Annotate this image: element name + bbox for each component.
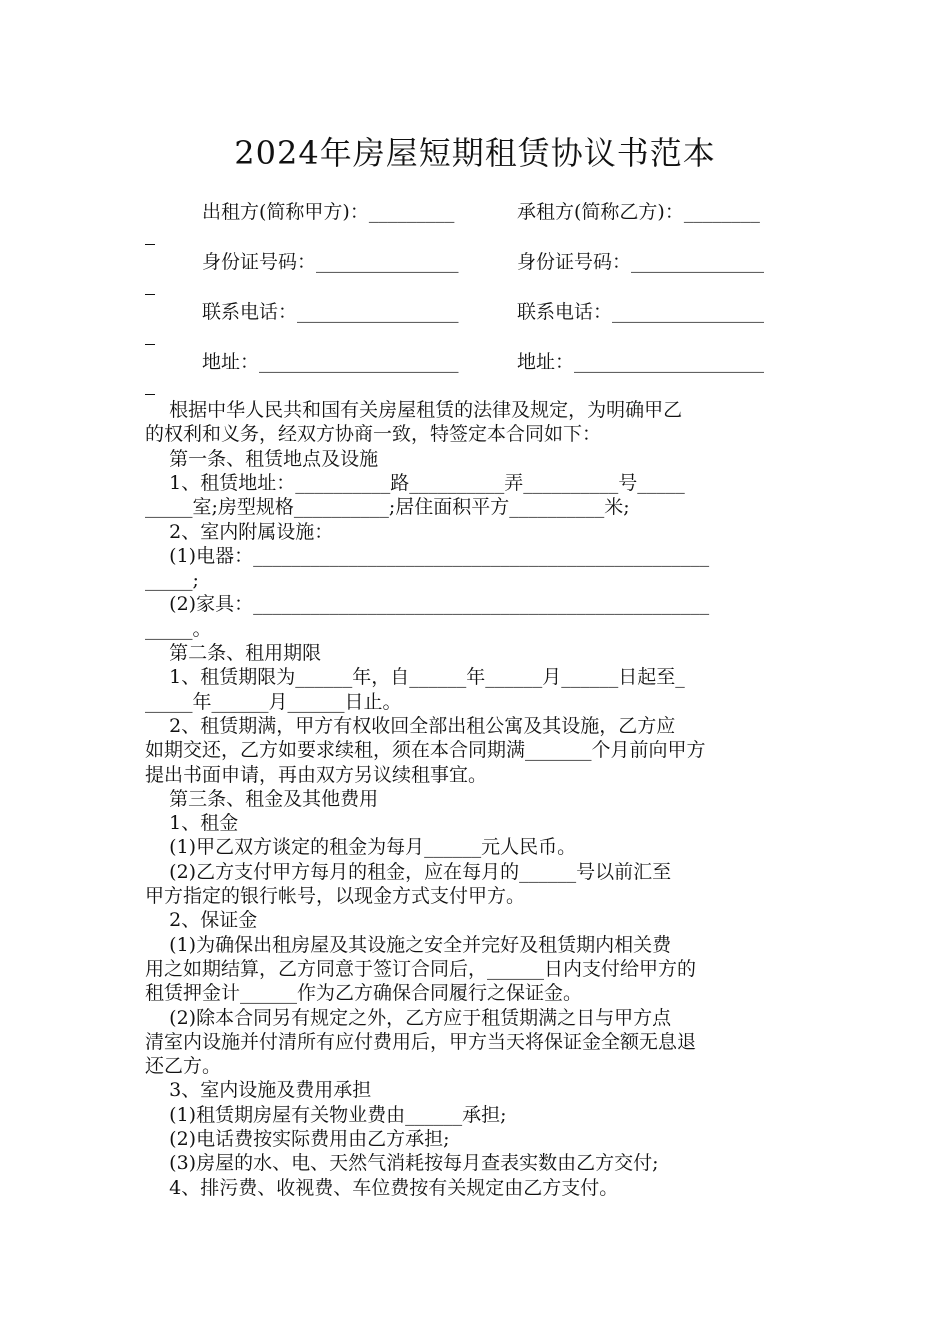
body-line: 清室内设施并付清所有应付费用后，甲方当天将保证金全额无息退 xyxy=(145,1030,697,1053)
body-line: _____; xyxy=(145,569,199,592)
body-line: 还乙方。 xyxy=(145,1055,222,1078)
lessor-field: 出租方(简称甲方)：_________ xyxy=(202,201,455,223)
lessee-phone-field: 联系电话：________________ xyxy=(517,301,765,323)
wrap-underscore xyxy=(145,294,155,295)
body-line: (1)甲乙双方谈定的租金为每月______元人民币。 xyxy=(145,836,577,859)
body-line: (1)电器：________________________________________________ xyxy=(145,544,710,567)
body-line: 2、室内附属设施： xyxy=(145,520,334,543)
body-line: 第一条、租赁地点及设施 xyxy=(145,447,379,470)
body-line: (1)租赁期房屋有关物业费由______承担; xyxy=(145,1103,507,1126)
body-line: (2)乙方支付甲方每月的租金，应在每月的______号以前汇至 xyxy=(145,860,672,883)
body-line: 的权利和义务，经双方协商一致，特签定本合同如下： xyxy=(145,423,602,446)
body-line: 租赁押金计______作为乙方确保合同履行之保证金。 xyxy=(145,982,583,1005)
body-line: 第三条、租金及其他费用 xyxy=(145,787,379,810)
body-line: _____室;房型规格__________;居住面积平方__________米; xyxy=(145,496,630,519)
body-line: (2)家具：________________________________________________ xyxy=(145,593,710,616)
lessee-address-field: 地址：____________________ xyxy=(517,351,765,373)
body-line: 1、租赁地址：__________路__________弄__________号_____ xyxy=(145,471,685,494)
lessor-id-field: 身份证号码：_______________ xyxy=(202,251,459,273)
body-line: 甲方指定的银行帐号，以现金方式支付甲方。 xyxy=(145,885,526,907)
body-line: 2、租赁期满，甲方有权收回全部出租公寓及其设施，乙方应 xyxy=(145,714,676,737)
body-line: 用之如期结算，乙方同意于签订合同后，______日内支付给甲方的 xyxy=(145,957,697,980)
document-title: 2024年房屋短期租赁协议书范本 xyxy=(234,134,716,172)
lessor-address-field: 地址：_____________________ xyxy=(202,351,459,373)
body-line: 第二条、租用期限 xyxy=(145,642,322,664)
body-line: _____年______月______日止。 xyxy=(145,690,402,713)
wrap-underscore xyxy=(145,394,155,395)
body-line: 如期交还，乙方如要求续租，须在本合同期满_______个月前向甲方 xyxy=(145,739,706,762)
lessee-id-field: 身份证号码：______________ xyxy=(517,251,765,273)
body-line: (1)为确保出租房屋及其设施之安全并完好及租赁期内相关费 xyxy=(145,933,672,956)
body-line: 4、排污费、收视费、车位费按有关规定由乙方支付。 xyxy=(145,1176,619,1199)
wrap-underscore xyxy=(145,344,155,345)
body-line: (2)除本合同另有规定之外，乙方应于租赁期满之日与甲方点 xyxy=(145,1006,672,1029)
body-line: 根据中华人民共和国有关房屋租赁的法律及规定，为明确甲乙 xyxy=(145,399,683,421)
body-line: 1、租金 xyxy=(145,812,239,835)
body-line: 1、租赁期限为______年，自______年______月______日起至_ xyxy=(145,666,685,689)
body-line: 2、保证金 xyxy=(145,909,258,932)
body-line: (3)房屋的水、电、天然气消耗按每月查表实数由乙方交付; xyxy=(145,1152,659,1175)
body-line: _____。 xyxy=(145,617,212,640)
body-line: (2)电话费按实际费用由乙方承担; xyxy=(145,1128,450,1150)
lessor-phone-field: 联系电话：_________________ xyxy=(202,301,459,323)
body-line: 3、室内设施及费用承担 xyxy=(145,1079,372,1102)
lessee-field: 承租方(简称乙方)：________ xyxy=(517,201,760,223)
body-line: 提出书面申请，再由双方另议续租事宜。 xyxy=(145,763,488,786)
wrap-underscore xyxy=(145,244,155,245)
